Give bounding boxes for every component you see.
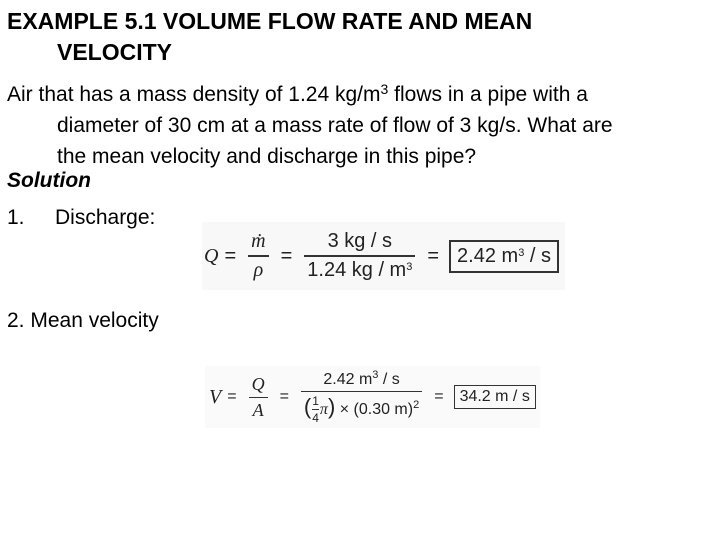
eq2-fraction-2 <box>301 369 422 425</box>
step1-number: 1. <box>7 206 25 229</box>
mini-num: 1 <box>312 394 319 409</box>
eq1-result-box <box>449 240 559 273</box>
close-paren: ) <box>327 393 336 419</box>
eq2-frac2-num-text: 2.42 m <box>323 370 373 388</box>
problem-superscript: 3 <box>380 81 389 97</box>
problem-text-1: Air that has a mass density of 1.24 kg/m <box>7 83 381 106</box>
eq2-frac2-num-tail: / s <box>378 370 400 388</box>
eq1-equals-1: = <box>224 244 237 267</box>
eq1-frac1-den: ρ <box>253 259 264 281</box>
eq1-frac2-den-text: 1.24 kg / m <box>307 259 407 281</box>
eq1-frac1-num: ṁ <box>251 230 266 252</box>
eq2-result: 34.2 m / s <box>459 388 530 405</box>
step-discharge <box>7 206 155 230</box>
solution-heading: Solution <box>7 169 91 192</box>
eq1-frac2-den <box>304 259 415 282</box>
eq1-lhs: Q <box>204 244 219 267</box>
fraction-bar <box>248 255 268 257</box>
eq1-fraction-2 <box>304 230 415 282</box>
example-title <box>7 6 707 68</box>
problem-statement <box>7 79 707 172</box>
eq1-frac2-den-sup: 3 <box>406 261 413 273</box>
eq2-equals-1: = <box>227 388 237 405</box>
eq1-result-sup: 3 <box>518 246 525 259</box>
pi-symbol: π <box>319 400 328 418</box>
fraction-bar <box>304 255 415 257</box>
eq1-equals-2: = <box>280 244 293 267</box>
eq2-equals-2: = <box>279 388 289 405</box>
eq2-fraction-1 <box>249 374 268 421</box>
eq2-equals-3: = <box>434 388 444 405</box>
open-paren: ( <box>303 393 312 419</box>
mini-den: 4 <box>312 411 319 426</box>
problem-line-3: the mean velocity and discharge in this pipe? <box>57 145 477 168</box>
eq2-result-box <box>454 385 536 409</box>
title-line-1: EXAMPLE 5.1 VOLUME FLOW RATE AND MEAN <box>7 8 533 34</box>
eq1-fraction-1 <box>248 230 268 282</box>
problem-line-2: diameter of 30 cm at a mass rate of flow of 3 kg/s. What are <box>57 114 613 137</box>
eq2-frac1-num: Q <box>251 373 265 394</box>
step-mean-velocity: 2. Mean velocity <box>7 309 159 332</box>
fraction-bar <box>301 391 422 392</box>
velocity-equation <box>205 366 540 428</box>
discharge-equation <box>202 222 565 290</box>
eq1-frac2-num: 3 kg / s <box>327 230 393 252</box>
eq2-frac2-num-sup: 3 <box>372 368 379 381</box>
eq2-frac2-den <box>301 394 422 425</box>
eq2-lhs: V <box>209 385 222 408</box>
eq2-den-sup: 2 <box>413 398 420 411</box>
eq1-result-tail: / s <box>524 244 551 267</box>
fraction-bar <box>312 409 319 410</box>
eq2-den-tail: (0.30 m) <box>353 400 414 418</box>
eq2-frac1-den: A <box>252 399 264 420</box>
fraction-bar <box>249 397 268 398</box>
quarter-fraction <box>312 394 319 425</box>
title-line-2: VELOCITY <box>57 39 173 65</box>
step1-label: Discharge: <box>55 206 156 229</box>
eq1-result: 2.42 m <box>457 244 519 267</box>
times-symbol: × <box>339 400 350 418</box>
eq1-equals-3: = <box>427 244 440 267</box>
eq2-frac2-num <box>320 369 402 389</box>
problem-text-2: flows in a pipe with a <box>388 83 588 106</box>
